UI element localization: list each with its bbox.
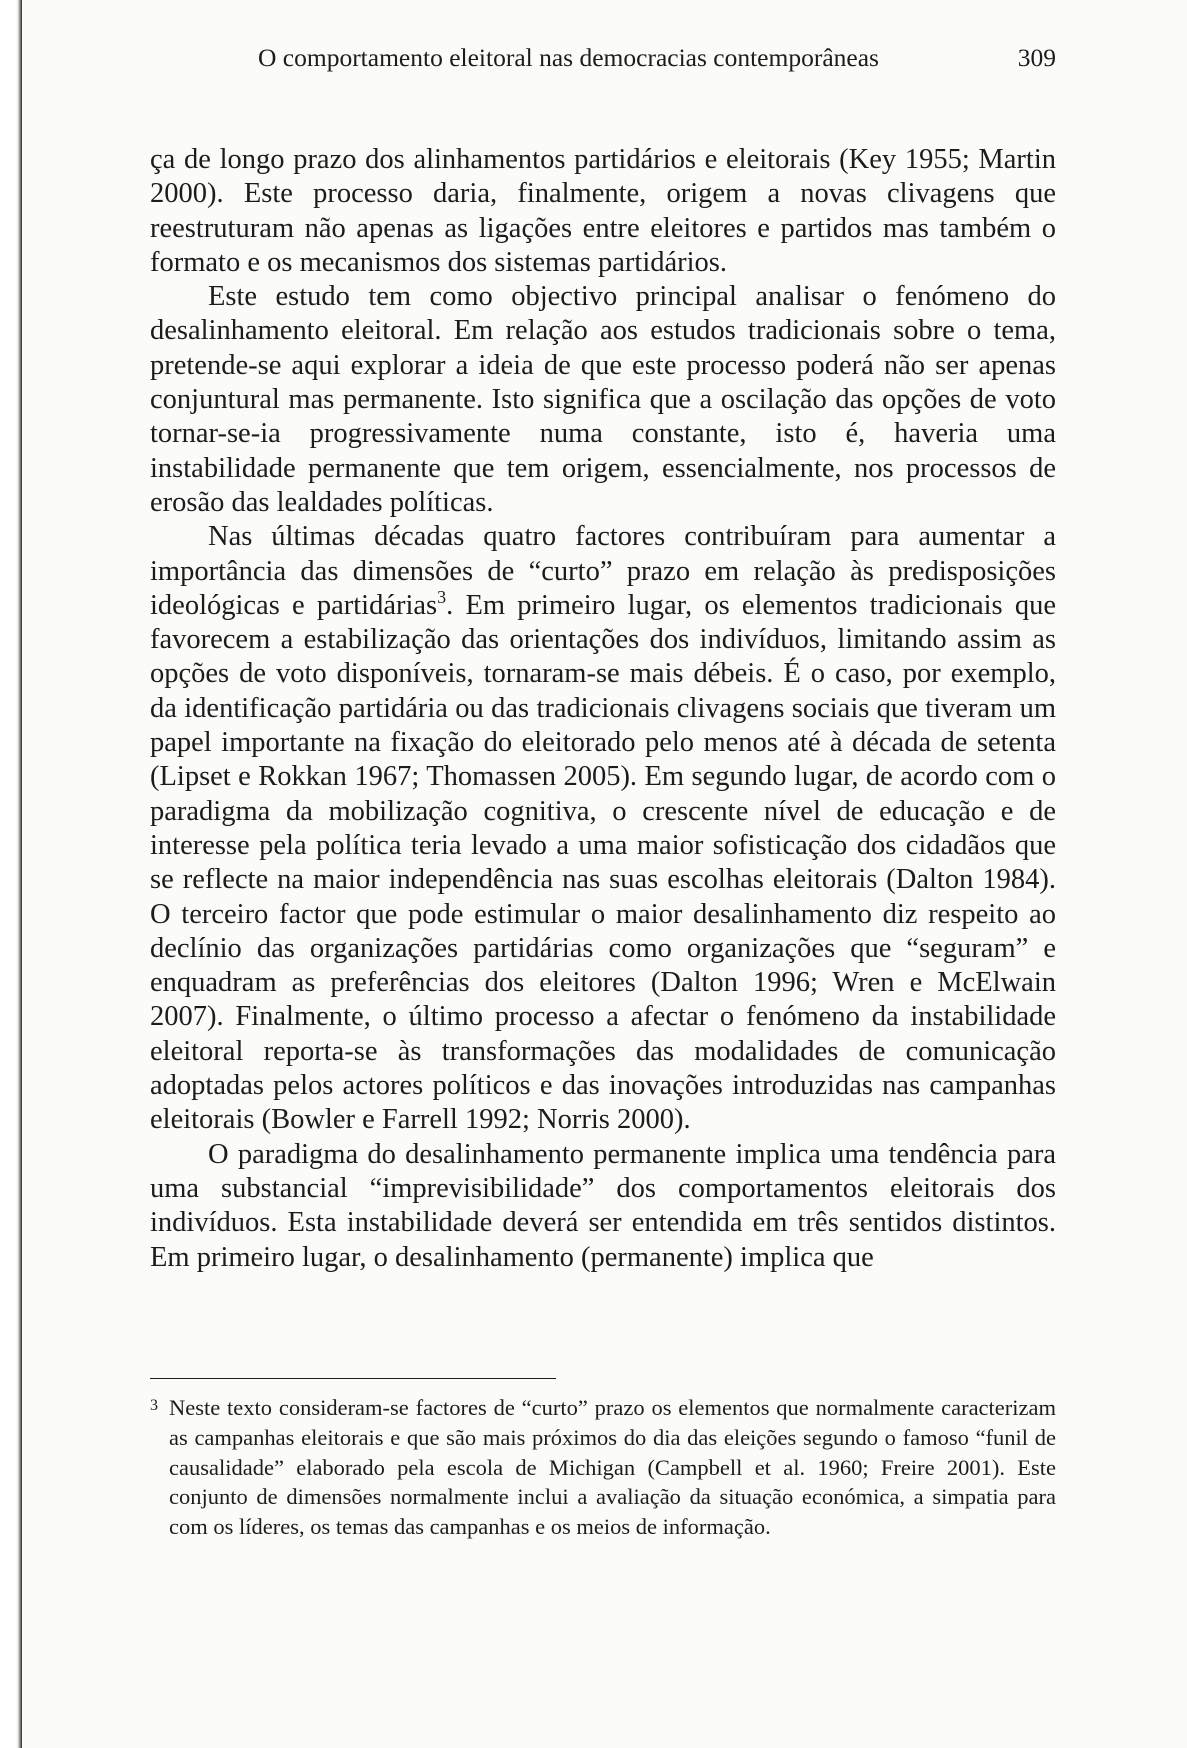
running-header — [258, 40, 1056, 76]
paragraph: Este estudo tem como objectivo principal analisar o fenómeno do desalinhamento eleitoral. Em relação aos estudos tradicionais sobre o tema, pretende-se aqui explorar a ideia de que este processo poderá não ser apenas conjuntural mas permanente. Isto significa que a oscilação das opções de voto tornar-se-ia progressivamente numa constante, isto é, haveria uma instabilidade permanente que tem origem, essencialmente, nos processos de erosão das lealdades políticas. — [150, 281, 1056, 518]
page-binding-edge — [0, 0, 22, 1748]
body-text — [150, 143, 1056, 1275]
footnote-text: Neste texto consideram-se factores de “curto” prazo os elementos que normalmente caracterizam as campanhas eleitorais e que são mais próximos do dia das eleições segundo o famoso “funil de causalidade” elaborado pela escola de Michigan (Campbell et al. 1960; Freire 2001). Este conjunto de dimensões normalmente inclui a avaliação da situação económica, a simpatia para com os líderes, os temas das campanhas e os meios de informação. — [169, 1395, 1056, 1540]
paragraph-text: . Em primeiro lugar, os elementos tradicionais que favorecem a estabilização das orientações dos indivíduos, limitando assim as opções de voto disponíveis, tornaram-se mais débeis. É o caso, por exemplo, da identificação partidária ou das tradicionais clivagens sociais que tiveram um papel importante na fixação do eleitorado pelo menos até à década de setenta (Lipset e Rokkan 1967; Thomassen 2005). Em segundo lugar, de acordo com o paradigma da mobilização cognitiva, o crescente nível de educação e de interesse pela política teria levado a uma maior sofisticação dos cidadãos que se reflecte na maior independência nas suas escolhas eleitorais (Dalton 1984). O terceiro factor que pode estimular o maior desalinhamento diz respeito ao declínio das organizações partidárias como organizações que “seguram” e enquadram as preferências dos eleitores (Dalton 1996; Wren e McElwain 2007). Finalmente, o último processo a afectar o fenómeno da instabilidade eleitoral reporta-se às transformações das modalidades de comunicação adoptadas pelos actores políticos e das inovações introduzidas nas campanhas eleitorais (Bowler e Farrell 1992; Norris 2000). — [150, 589, 1056, 1136]
footnote — [150, 1393, 1056, 1542]
paragraph-continued: ça de longo prazo dos alinhamentos partidários e eleitorais (Key 1955; Martin 2000). Este processo daria, finalmente, origem a novas clivagens que reestruturam não apenas as ligações entre eleitores e partidos mas também o formato e os mecanismos dos sistemas partidários. — [150, 144, 1056, 278]
page-number: 309 — [1017, 43, 1056, 72]
footnote-marker: 3 — [150, 1397, 158, 1414]
paragraph — [150, 520, 1056, 1137]
footnote-reference[interactable]: 3 — [437, 586, 447, 607]
paragraph-text: Nas últimas décadas quatro factores contribuíram para aumentar a importância das dimensões de “curto” prazo em relação às predisposições ideológicas e partidárias — [150, 521, 1056, 621]
running-title: O comportamento eleitoral nas democracias contemporâneas — [258, 43, 879, 72]
footnotes — [150, 1393, 1056, 1542]
paragraph: O paradigma do desalinhamento permanente implica uma tendência para uma substancial “imprevisibilidade” dos comportamentos eleitorais dos indivíduos. Esta instabilidade deverá ser entendida em três sentidos distintos. Em primeiro lugar, o desalinhamento (permanente) implica que — [150, 1138, 1056, 1273]
footnote-separator — [150, 1378, 556, 1379]
